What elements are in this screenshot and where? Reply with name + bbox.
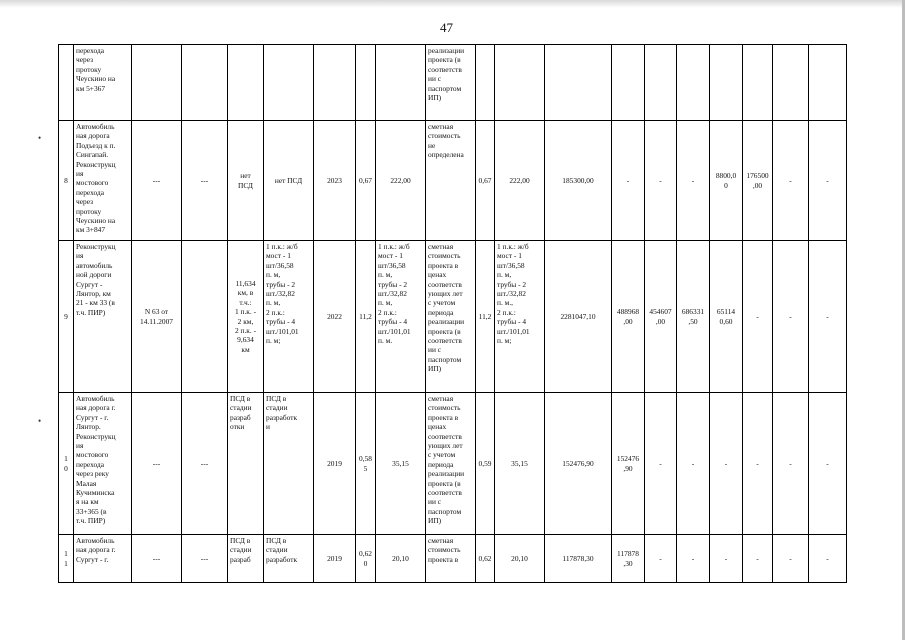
cell-bridges-2: 35,15: [495, 393, 545, 535]
cell-approval: N 63 от 14.11.2007: [132, 241, 182, 393]
cell-year-1: [612, 45, 645, 121]
cell-year: [314, 45, 356, 121]
table-row: [59, 393, 847, 535]
cell-structures: нет ПСД: [264, 121, 314, 241]
cell-empty: [182, 241, 228, 393]
cell-year-4: -: [710, 535, 743, 583]
margin-mark: •: [38, 133, 42, 143]
cell-empty: ---: [182, 393, 228, 535]
cell-year-4: 65114 0,60: [710, 241, 743, 393]
cell-length: ПСД в стадии разраб отки: [228, 393, 264, 535]
cell-bridges-2: 222,00: [495, 121, 545, 241]
cell-length: ПСД в стадии разраб: [228, 535, 264, 583]
cell-km: [356, 45, 376, 121]
cell-year-4: 8800,0 0: [710, 121, 743, 241]
cell-year-1: 117878 ,30: [612, 535, 645, 583]
cell-year-3: -: [677, 535, 710, 583]
cell-empty: ---: [182, 121, 228, 241]
cell-year-7: -: [809, 535, 847, 583]
cell-name: Автомобиль ная дорога Подъезд к п. Сингапай. Реконструкц ия мостового перехода через протоку Чеускино на км 3+847: [74, 121, 132, 241]
cell-year-2: -: [645, 535, 677, 583]
cell-year-6: -: [773, 121, 809, 241]
cell-approval: ---: [132, 393, 182, 535]
cell-year-3: [677, 45, 710, 121]
cell-km: 0,62 0: [356, 535, 376, 583]
cell-year-3: -: [677, 393, 710, 535]
cell-structures: 1 п.к.: ж/б мост - 1 шт/36,58 п. м, трубы - 2 шт./32,82 п. м, 2 п.к.: трубы - 4 шт./101,01 п. м;: [264, 241, 314, 393]
cell-structures: ПСД в стадии разработк и: [264, 393, 314, 535]
cell-structures: ПСД в стадии разработк: [264, 535, 314, 583]
cell-year-4: -: [710, 393, 743, 535]
cell-km-2: 11,2: [476, 241, 495, 393]
cell-bridges-2: [495, 45, 545, 121]
cell-approval: ---: [132, 535, 182, 583]
cell-cost-note: сметная стоимость проекта в ценах соответств ующих лет с учетом периода реализации проекта (в соответств ии с паспортом ИП): [426, 393, 476, 535]
cell-bridges-2: 1 п.к.: ж/б мост - 1 шт/36,58 п. м, трубы - 2 шт./32,82 п. м., 2 п.к.: трубы - 4 шт./101,01 п. м;: [495, 241, 545, 393]
cell-year-5: -: [743, 393, 773, 535]
cell-name: Реконструкц ия автомобиль ной дороги Сургут - Лянтор, км 21 - км 33 (в т.ч. ПИР): [74, 241, 132, 393]
table-row: [59, 241, 847, 393]
cell-year-7: [809, 45, 847, 121]
cell-year-1: -: [612, 121, 645, 241]
cell-bridges: [376, 45, 426, 121]
cell-year-2: 454607 ,00: [645, 241, 677, 393]
table-row: [59, 45, 847, 121]
cell-year-1: 488968 ,00: [612, 241, 645, 393]
cell-total: 185300,00: [545, 121, 612, 241]
cell-total: 117878,30: [545, 535, 612, 583]
cell-structures: [264, 45, 314, 121]
cell-bridges-2: 20,10: [495, 535, 545, 583]
cell-km-2: 0,67: [476, 121, 495, 241]
cell-length: [228, 45, 264, 121]
cell-year-2: -: [645, 121, 677, 241]
cell-year-5: 176500 ,00: [743, 121, 773, 241]
cell-year-3: 686331 ,50: [677, 241, 710, 393]
cell-year: 2019: [314, 393, 356, 535]
cell-year-2: -: [645, 393, 677, 535]
cell-year-6: -: [773, 535, 809, 583]
cell-num: 8: [59, 121, 74, 241]
margin-mark: •: [38, 416, 42, 426]
cell-cost-note: сметная стоимость не определена: [426, 121, 476, 241]
cell-year-7: -: [809, 393, 847, 535]
table-row: [59, 535, 847, 583]
cell-year-7: -: [809, 121, 847, 241]
cell-year: 2022: [314, 241, 356, 393]
cell-km: 11,2: [356, 241, 376, 393]
cell-length: нет ПСД: [228, 121, 264, 241]
cell-year-7: -: [809, 241, 847, 393]
table-row: [59, 121, 847, 241]
cell-year-6: -: [773, 393, 809, 535]
cell-year-3: -: [677, 121, 710, 241]
cell-bridges: 20,10: [376, 535, 426, 583]
cell-num: 9: [59, 241, 74, 393]
cell-year-6: [773, 45, 809, 121]
cell-total: [545, 45, 612, 121]
cell-year: 2019: [314, 535, 356, 583]
cell-year-5: [743, 45, 773, 121]
cell-year-6: -: [773, 241, 809, 393]
cell-total: 2281047,10: [545, 241, 612, 393]
cell-year-4: [710, 45, 743, 121]
cell-year-5: -: [743, 535, 773, 583]
cell-km: 0,67: [356, 121, 376, 241]
scan-edge: [0, 0, 905, 8]
cell-km-2: 0,59: [476, 393, 495, 535]
cell-bridges: 35,15: [376, 393, 426, 535]
cell-cost-note: реализации проекта (в соответств ии с паспортом ИП): [426, 45, 476, 121]
cell-name: Автомобиль ная дорога г. Сургут - г.: [74, 535, 132, 583]
cell-name: Автомобиль ная дорога г. Сургут - г. Лянтор. Реконструкц ия мостового перехода через реку Малая Кучиминска я на км 33+365 (в т.ч. ПИР): [74, 393, 132, 535]
cell-num: 1 0: [59, 393, 74, 535]
cell-bridges: 222,00: [376, 121, 426, 241]
cell-year-5: -: [743, 241, 773, 393]
cell-km-2: 0,62: [476, 535, 495, 583]
cell-empty: ---: [182, 535, 228, 583]
cell-km-2: [476, 45, 495, 121]
cell-bridges: 1 п.к.: ж/б мост - 1 шт/36,58 п. м, трубы - 2 шт./32,82 п. м, 2 п.к.: трубы - 4 шт./101,01 п. м.: [376, 241, 426, 393]
cell-year-1: 152476 ,90: [612, 393, 645, 535]
cell-length: 11,634 км, в т.ч.: 1 п.к. - 2 км, 2 п.к. - 9,634 км: [228, 241, 264, 393]
cell-total: 152476,90: [545, 393, 612, 535]
cell-year-2: [645, 45, 677, 121]
data-table: [58, 44, 847, 583]
cell-cost-note: сметная стоимость проекта в: [426, 535, 476, 583]
cell-num: [59, 45, 74, 121]
cell-approval: ---: [132, 121, 182, 241]
cell-km: 0,58 5: [356, 393, 376, 535]
cell-num: 1 1: [59, 535, 74, 583]
cell-approval: [132, 45, 182, 121]
cell-empty: [182, 45, 228, 121]
cell-name: перехода через протоку Чеускино на км 5+367: [74, 45, 132, 121]
cell-year: 2023: [314, 121, 356, 241]
cell-cost-note: сметная стоимость проекта в ценах соответств ующих лет с учетом периода реализации проекта (в соответств ии с паспортом ИП): [426, 241, 476, 393]
page-number: 47: [440, 20, 453, 35]
